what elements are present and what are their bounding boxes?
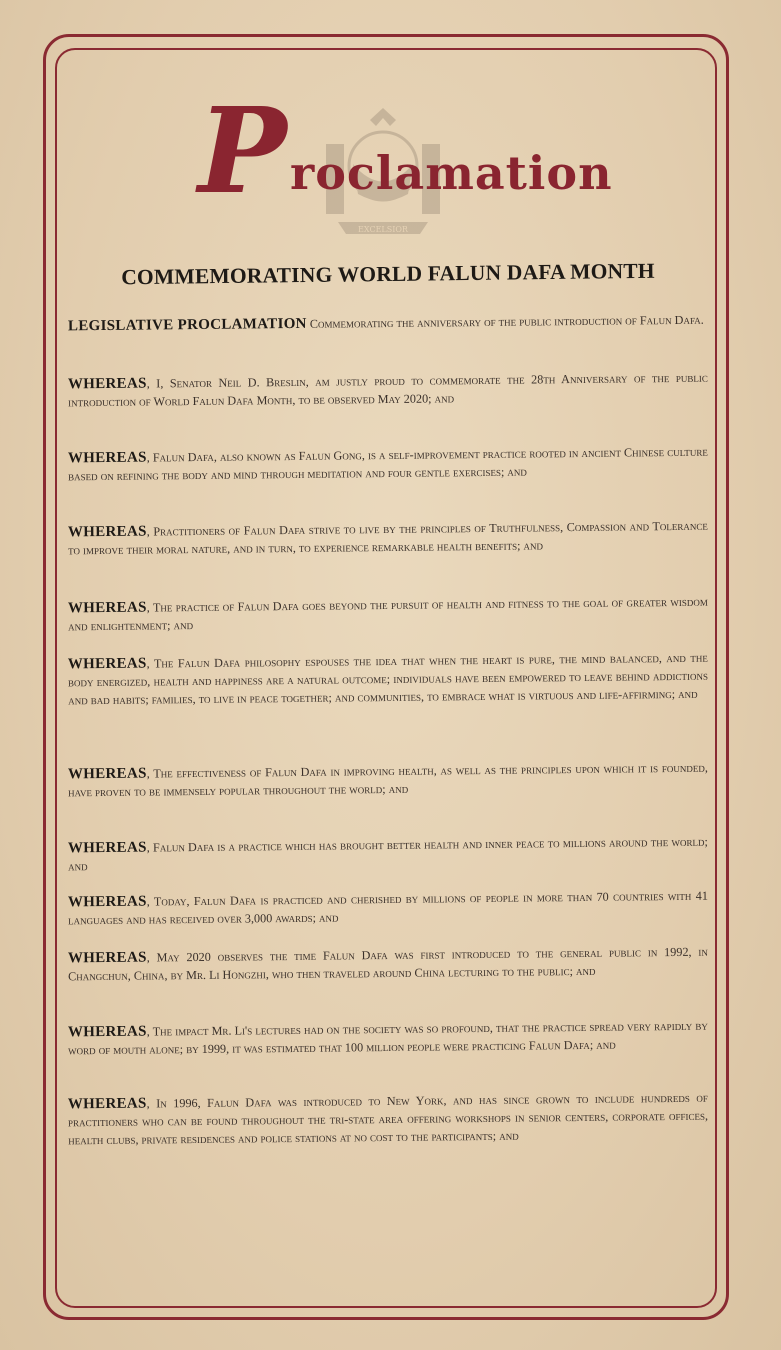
paragraph-lead: WHEREAS xyxy=(67,375,147,393)
paragraph-text: , Falun Dafa is a practice which has brought better health and inner peace to millions around the world; and xyxy=(68,834,708,874)
paragraph-9 xyxy=(68,943,708,986)
title-initial: P xyxy=(198,81,287,220)
paragraph-3 xyxy=(68,517,708,560)
paragraph-lead: WHEREAS xyxy=(67,1023,147,1041)
paragraph-text: , Practitioners of Falun Dafa strive to live by the principles of Truthfulness, Compassion and Tolerance to improve their moral nature, and in turn, to experience remarkable health benefits; and xyxy=(68,518,708,558)
paragraph-5 xyxy=(68,649,709,710)
paragraph-2 xyxy=(68,443,708,486)
paragraph-lead: WHEREAS xyxy=(67,839,147,857)
paragraph-7 xyxy=(68,833,708,876)
paragraph-lead: WHEREAS xyxy=(67,599,147,617)
paragraph-text: , The practice of Falun Dafa goes beyond the pursuit of health and fitness to the goal of greater wisdom and enlightenment; and xyxy=(68,594,708,634)
paragraph-4 xyxy=(68,593,708,636)
paragraph-6 xyxy=(68,759,708,802)
paragraph-text: Commemorating the anniversary of the public introduction of Falun Dafa. xyxy=(306,312,704,331)
paragraph-1 xyxy=(68,369,708,412)
paragraph-lead: WHEREAS xyxy=(67,449,147,467)
paragraph-8 xyxy=(68,887,708,930)
seal-motto: EXCELSIOR xyxy=(358,225,408,234)
paragraph-text: , The impact Mr. Li's lectures had on the society was so profound, that the practice spread very rapidly by word of mouth alone; by 1999, it was estimated that 100 million people were practicing Falun Dafa; and xyxy=(68,1018,708,1058)
paragraph-lead: WHEREAS xyxy=(67,655,147,673)
proclamation-title xyxy=(198,81,613,232)
paragraph-lead: WHEREAS xyxy=(67,523,147,541)
page-heading: COMMEMORATING WORLD FALUN DAFA MONTH xyxy=(121,258,655,290)
paragraph-lead: WHEREAS xyxy=(67,893,147,911)
paragraph-text: , The Falun Dafa philosophy espouses the idea that when the heart is pure, the mind balanced, and the body energized, health and happiness are a natural outcome; individuals have been empowered to leave behind addictions and bad habits; families, to live in peace together; and communities, to embrace what is virtuous and life-affirming; and xyxy=(67,650,709,708)
paragraph-text: , In 1996, Falun Dafa was introduced to New York, and has since grown to include hundreds of practitioners who can be found throughout the tri-state area offering workshops in senior centers, corporate offices, health clubs, private residences and police stations at no cost to the participants; and xyxy=(67,1090,709,1148)
paragraph-text: , Today, Falun Dafa is practiced and cherished by millions of people in more than 70 countries with 41 languages and has received over 3,000 awards; and xyxy=(68,888,708,928)
paragraph-11 xyxy=(68,1089,709,1150)
paragraph-lead: WHEREAS xyxy=(67,765,147,783)
paragraph-text: , Falun Dafa, also known as Falun Gong, is a self-improvement practice rooted in ancient Chinese culture based on refining the body and mind through meditation and four gentle exercises; and xyxy=(68,444,708,484)
paragraph-10 xyxy=(68,1017,708,1060)
paragraph-text: , The effectiveness of Falun Dafa in improving health, as well as the principles upon which it is founded, have proven to be immensely popular throughout the world; and xyxy=(68,760,708,800)
paragraph-lead: WHEREAS xyxy=(67,1095,147,1113)
paragraph-text: , I, Senator Neil D. Breslin, am justly proud to commemorate the 28th Anniversary of the public introduction of World Falun Dafa Month, to be observed May 2020; and xyxy=(68,370,708,410)
paragraph-text: , May 2020 observes the time Falun Dafa was first introduced to the general public in 1992, in Changchun, China, by Mr. Li Hongzhi, who then traveled around China lecturing to the public; and xyxy=(68,944,708,984)
title-rest: roclamation xyxy=(290,146,613,200)
paragraph-lead: WHEREAS xyxy=(67,949,147,967)
paragraph-lead: LEGISLATIVE PROCLAMATION xyxy=(67,315,307,335)
